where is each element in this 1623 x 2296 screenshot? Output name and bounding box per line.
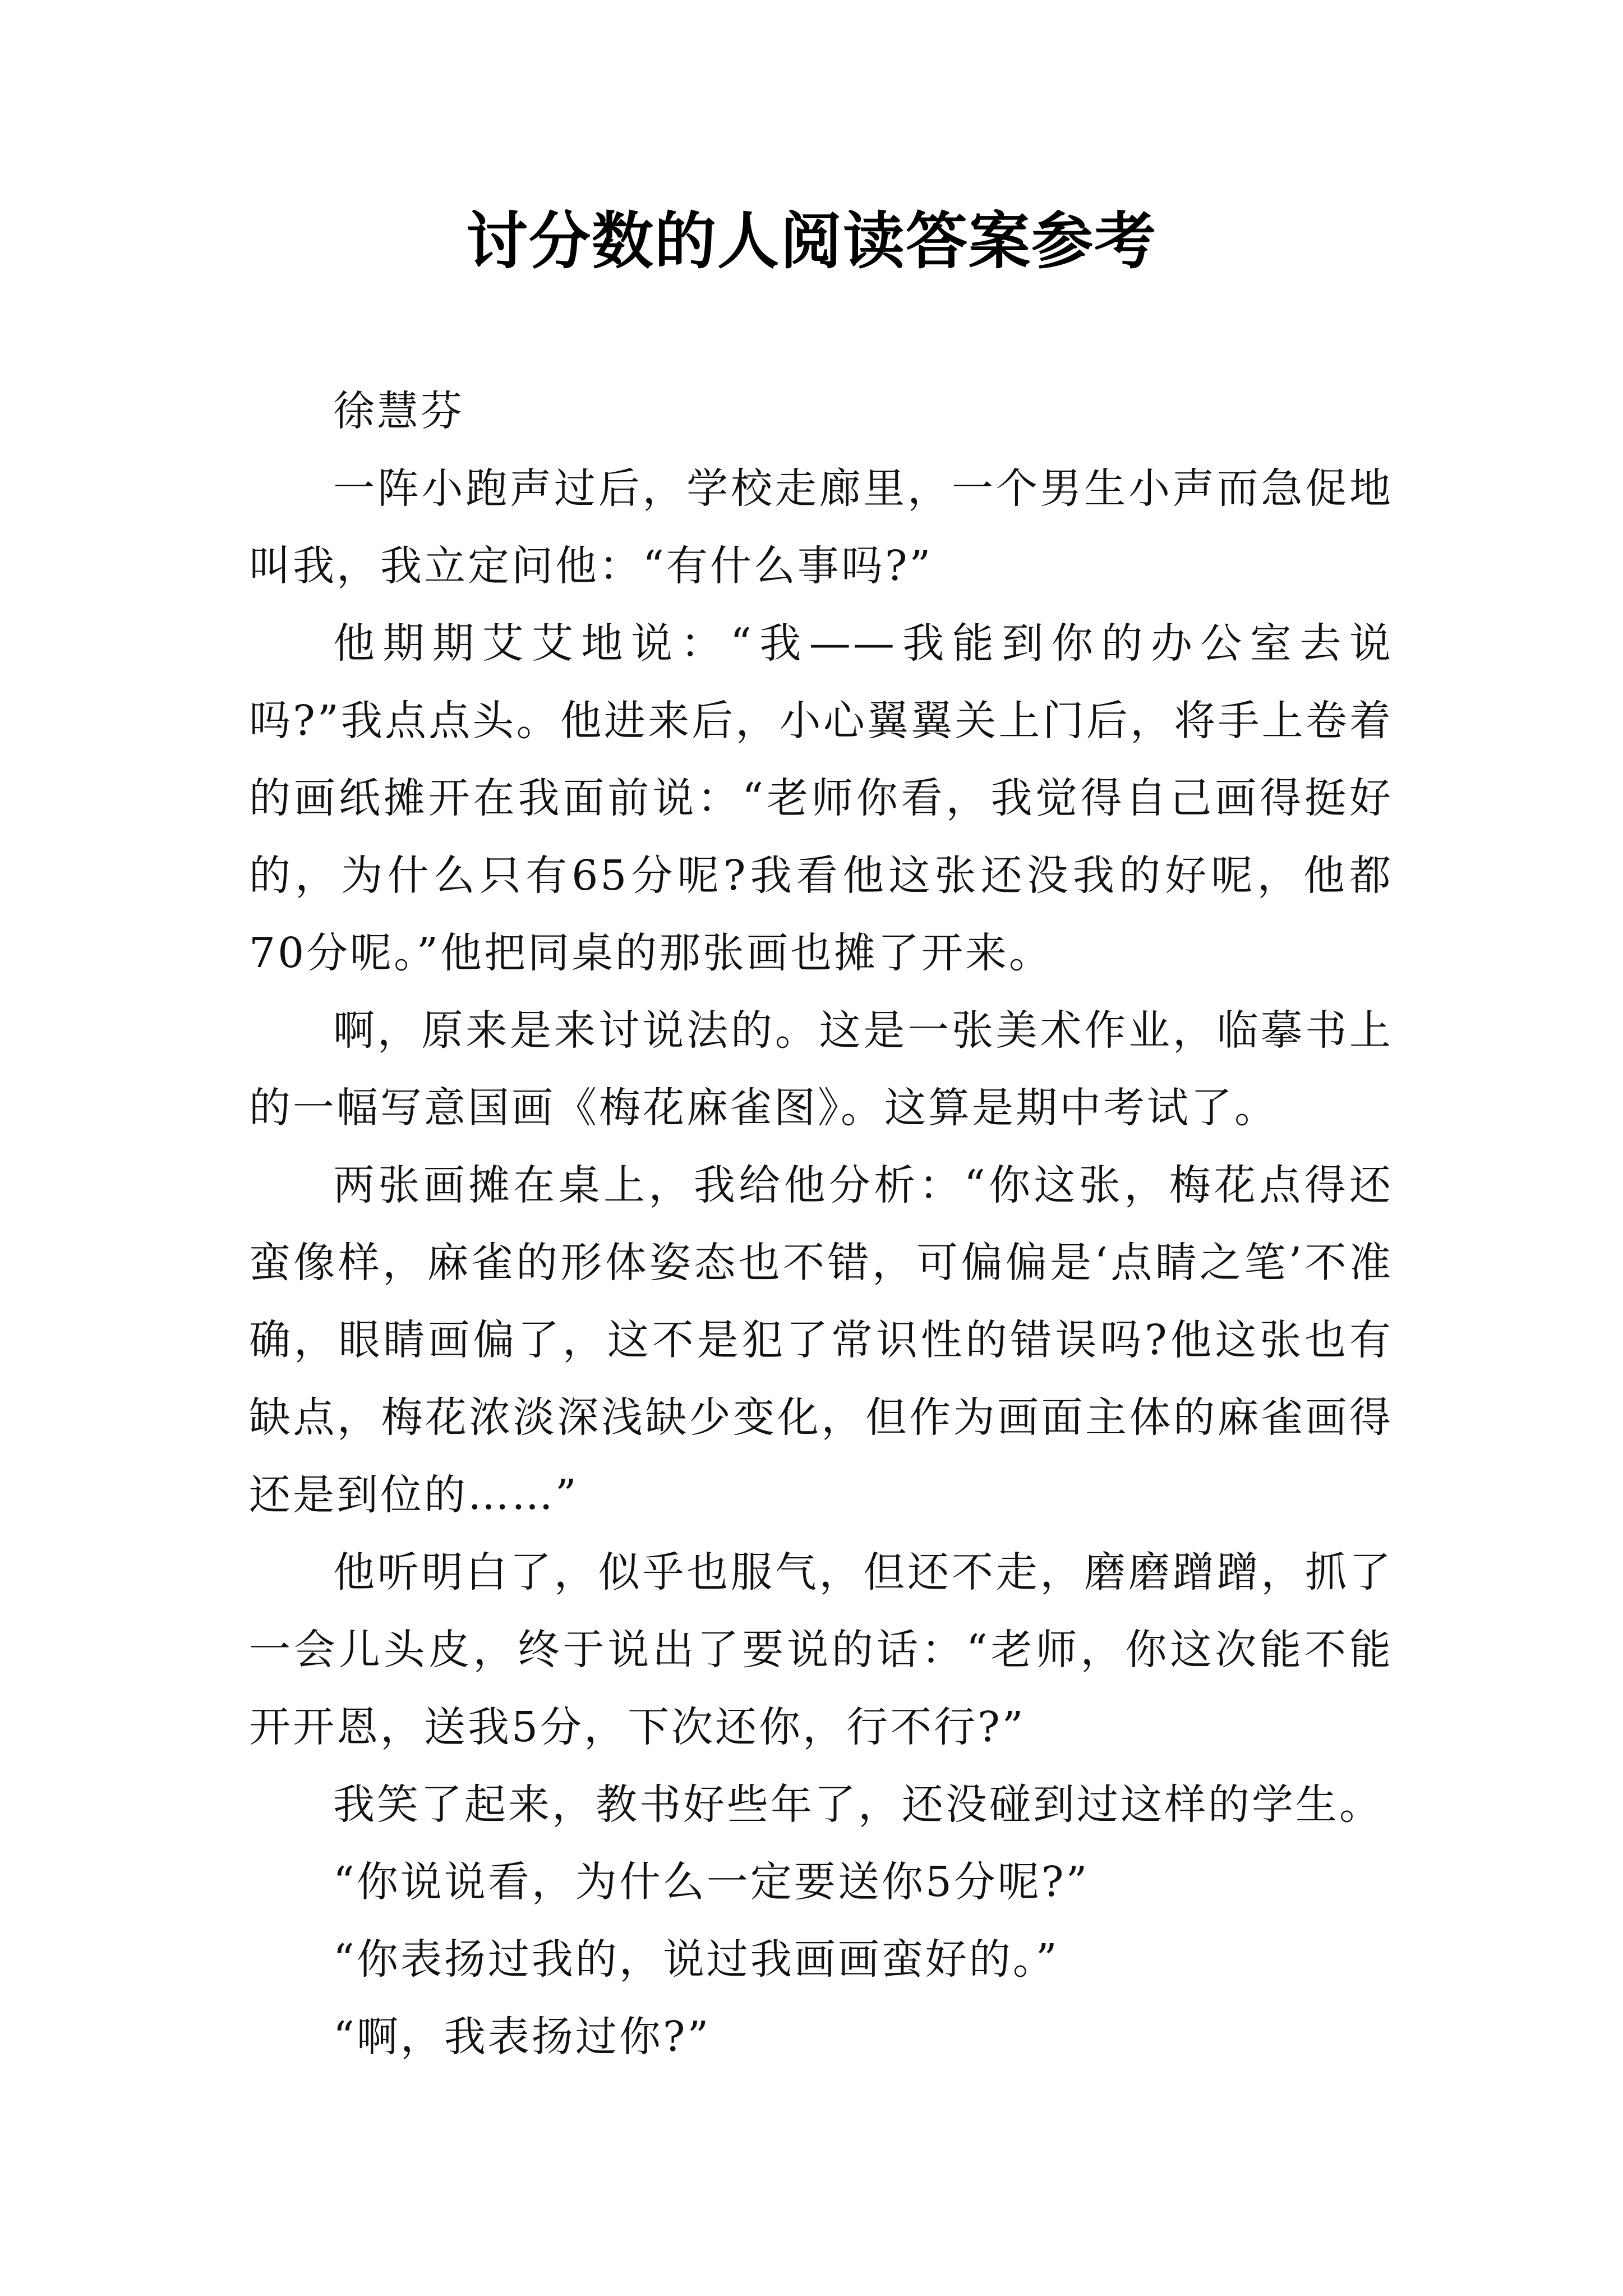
paragraph: “啊，我表扬过你?”: [333, 2013, 711, 2061]
paragraph: 一阵小跑声过后，学校走廊里，一个男生小声而急促地叫我，我立定问他：“有什么事吗?”: [249, 464, 1393, 590]
paragraph: 他期期艾艾地说：“我——我能到你的办公室去说吗?”我点点头。他进来后，小心翼翼关上门后，将手上卷着的画纸摊开在我面前说：“老师你看，我觉得自己画得挺好的，为什么只有65分呢?我看他这张还没我的好呢，他都70分呢。”他把同桌的那张画也摊了开来。: [249, 619, 1393, 977]
paragraph: “你说说看，为什么一定要送你5分呢?”: [333, 1858, 1090, 1906]
paragraph: 两张画摊在桌上，我给他分析：“你这张，梅花点得还蛮像样，麻雀的形体姿态也不错，可偏偏是‘点睛之笔’不准确，眼睛画偏了，这不是犯了常识性的错误吗?他这张也有缺点，梅花浓淡深浅缺少变化，但作为画面主体的麻雀画得还是到位的……”: [249, 1161, 1393, 1519]
document-title: 讨分数的人阅读答案参考: [466, 205, 1157, 277]
paragraph: 我笑了起来，教书好些年了，还没碰到过这样的学生。: [333, 1780, 1383, 1829]
author-line: 徐慧芬: [333, 387, 464, 435]
paragraph: 他听明白了，似乎也服气，但还不走，磨磨蹭蹭，抓了一会儿头皮，终于说出了要说的话：“老师，你这次能不能开开恩，送我5分，下次还你，行不行?”: [249, 1548, 1393, 1751]
paragraph: “你表扬过我的，说过我画画蛮好的。”: [333, 1935, 1059, 1984]
article-body: [249, 372, 1393, 2076]
paragraph: 啊，原来是来讨说法的。这是一张美术作业，临摹书上的一幅写意国画《梅花麻雀图》。这算是期中考试了。: [249, 1006, 1393, 1132]
